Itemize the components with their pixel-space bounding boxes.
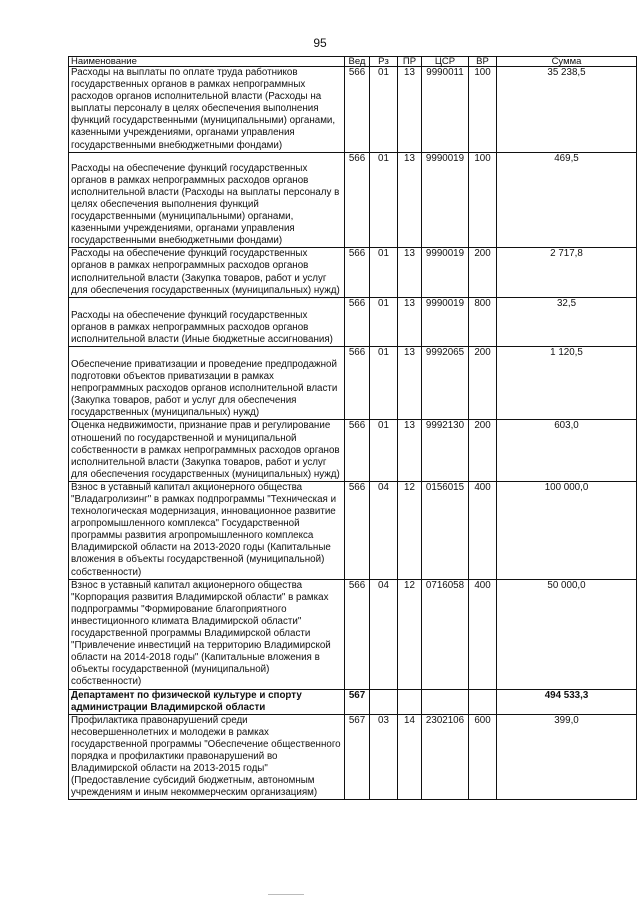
table-row [69,714,637,800]
cell-pr [398,689,422,714]
cell-rz: 01 [370,152,398,248]
cell-sum: 2 717,8 [497,248,637,297]
cell-ved: 566 [345,152,370,248]
cell-sum: 399,0 [497,714,637,800]
table-row [69,481,637,579]
cell-ved: 566 [345,297,370,346]
cell-ved: 566 [345,481,370,579]
cell-pr: 13 [398,346,422,419]
cell-rz: 01 [370,248,398,297]
cell-csr: 9992130 [422,420,469,481]
cell-pr: 14 [398,714,422,800]
cell-vr: 100 [469,152,497,248]
cell-sum: 35 238,5 [497,67,637,153]
header-ved: Вед [345,57,370,67]
cell-sum: 603,0 [497,420,637,481]
table-row [69,152,637,248]
cell-pr: 13 [398,152,422,248]
cell-ved: 567 [345,689,370,714]
cell-csr: 0716058 [422,579,469,689]
cell-rz [370,689,398,714]
budget-table [68,56,637,800]
header-sum: Сумма [497,57,637,67]
cell-ved: 566 [345,346,370,419]
cell-vr: 200 [469,420,497,481]
cell-ved: 566 [345,420,370,481]
cell-vr [469,689,497,714]
cell-ved: 567 [345,714,370,800]
cell-vr: 200 [469,346,497,419]
cell-vr: 400 [469,579,497,689]
cell-sum: 100 000,0 [497,481,637,579]
cell-rz: 01 [370,346,398,419]
cell-csr: 2302106 [422,714,469,800]
cell-name: Профилактика правонарушений среди несовершеннолетних и молодежи в рамках государственной программы "Обеспечение общественного порядка и профилактики правонарушений во Владимирской области на 2013-2015 годы" (Предоставление субсидий бюджетным, автономным учреждениям и иным некоммерческим организациям) [69,714,345,800]
cell-name: Департамент по физической культуре и спорту администрации Владимирской области [69,689,345,714]
cell-vr: 600 [469,714,497,800]
scan-mark [268,894,304,895]
cell-vr: 800 [469,297,497,346]
cell-csr [422,689,469,714]
cell-rz: 01 [370,420,398,481]
cell-csr: 9990019 [422,152,469,248]
cell-name: Взнос в уставный капитал акционерного общества "Корпорация развития Владимирской области" в рамках подпрограммы "Формирование благоприятного инвестиционного климата Владимирской области" государственной программы Владимирской области "Привлечение инвестиций на территорию Владимирской области на 2014-2018 годы" (Капитальные вложения в объекты государственной (муниципальной) собственности) [69,579,345,689]
table-header-row [69,57,637,67]
table-row [69,297,637,346]
cell-ved: 566 [345,67,370,153]
header-csr: ЦСР [422,57,469,67]
header-name: Наименование [69,57,345,67]
cell-rz: 04 [370,481,398,579]
table-row [69,689,637,714]
cell-pr: 12 [398,579,422,689]
cell-name: Расходы на обеспечение функций государственных органов в рамках непрограммных расходов органов исполнительной власти (Расходы на выплаты персоналу в целях обеспечения выполнения функций государственными (муниципальными) органами, казенными учреждениями, органами управления государственными внебюджетными фондами) [69,152,345,248]
cell-name: Оценка недвижимости, признание прав и регулирование отношений по государственной и муниципальной собственности в рамках непрограммных расходов органов исполнительной власти (Закупка товаров, работ и услуг для обеспечения государственных (муниципальных) нужд) [69,420,345,481]
cell-pr: 12 [398,481,422,579]
cell-rz: 04 [370,579,398,689]
table-row [69,346,637,419]
cell-csr: 9990019 [422,297,469,346]
table-body [69,67,637,800]
cell-sum: 1 120,5 [497,346,637,419]
table-row [69,248,637,297]
cell-sum: 469,5 [497,152,637,248]
cell-vr: 400 [469,481,497,579]
table-row [69,579,637,689]
cell-name: Расходы на выплаты по оплате труда работников государственных органов в рамках непрограммных расходов органов исполнительной власти (Расходы на выплаты персоналу в целях обеспечения выполнения функций государственными (муниципальными) органами, казенными учреждениями, органами управления государственными внебюджетными фондами) [69,67,345,153]
cell-csr: 0156015 [422,481,469,579]
cell-rz: 03 [370,714,398,800]
cell-name: Расходы на обеспечение функций государственных органов в рамках непрограммных расходов органов исполнительной власти (Закупка товаров, работ и услуг для обеспечения государственных (муниципальных) нужд) [69,248,345,297]
page-number: 95 [313,36,327,50]
cell-pr: 13 [398,420,422,481]
cell-name: Взнос в уставный капитал акционерного общества "Владагролизинг" в рамках подпрограммы "Техническая и технологическая модернизация, инновационное развитие агропромышленного комплекса" Государственной программы развития агропромышленного комплекса Владимирской области на 2013-2020 годы (Капитальные вложения в объекты государственной (муниципальной) собственности) [69,481,345,579]
cell-name: Расходы на обеспечение функций государственных органов в рамках непрограммных расходов органов исполнительной власти (Иные бюджетные ассигнования) [69,297,345,346]
cell-pr: 13 [398,67,422,153]
cell-rz: 01 [370,297,398,346]
cell-vr: 100 [469,67,497,153]
header-rz: Рз [370,57,398,67]
cell-pr: 13 [398,248,422,297]
header-vr: ВР [469,57,497,67]
cell-rz: 01 [370,67,398,153]
cell-csr: 9990019 [422,248,469,297]
table-row [69,420,637,481]
table-row [69,67,637,153]
cell-sum: 494 533,3 [497,689,637,714]
cell-ved: 566 [345,248,370,297]
cell-name: Обеспечение приватизации и проведение предпродажной подготовки объектов приватизации в рамках непрограммных расходов органов исполнительной власти (Закупка товаров, работ и услуг для обеспечения государственных (муниципальных) нужд) [69,346,345,419]
cell-sum: 32,5 [497,297,637,346]
cell-csr: 9992065 [422,346,469,419]
cell-ved: 566 [345,579,370,689]
cell-vr: 200 [469,248,497,297]
cell-sum: 50 000,0 [497,579,637,689]
header-pr: ПР [398,57,422,67]
cell-csr: 9990011 [422,67,469,153]
cell-pr: 13 [398,297,422,346]
